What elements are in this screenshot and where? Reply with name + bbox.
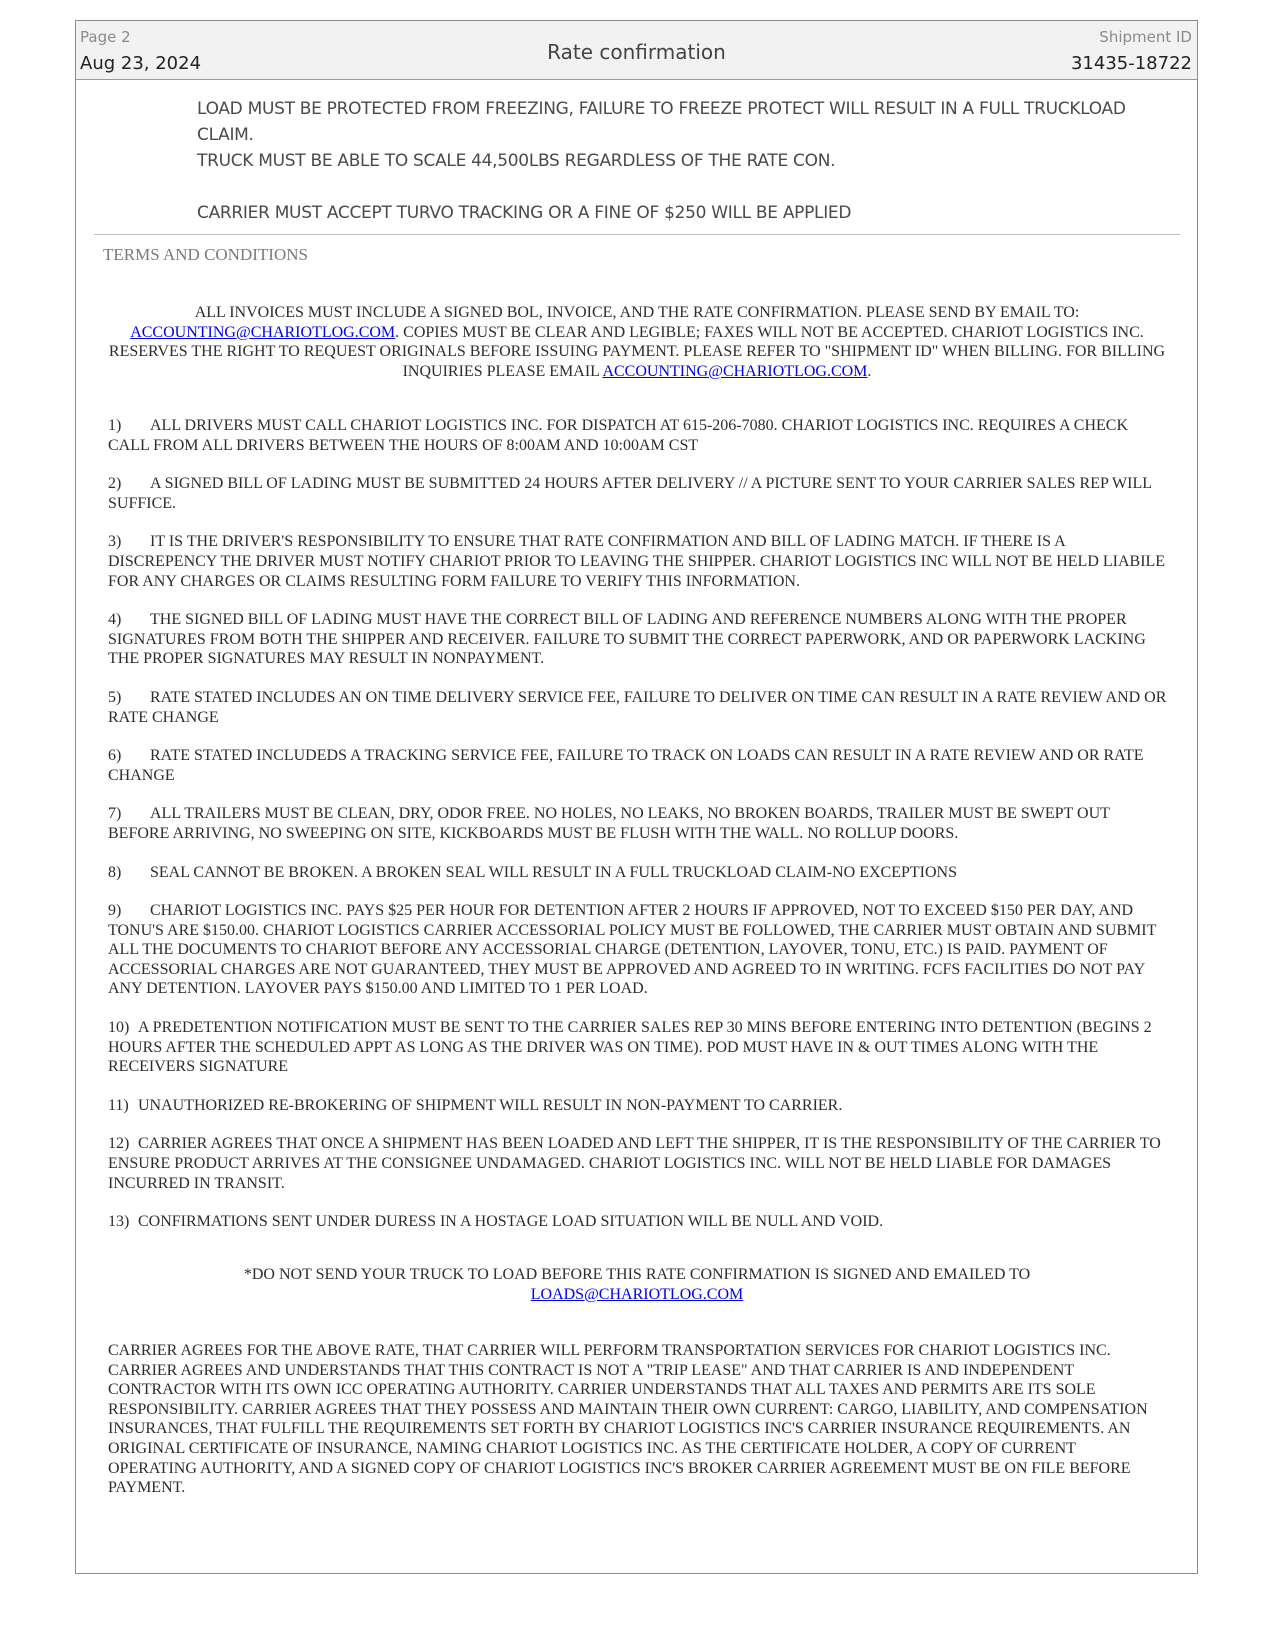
term-item — [108, 1018, 1168, 1077]
loads-notice-text: *DO NOT SEND YOUR TRUCK TO LOAD BEFORE THIS RATE CONFIRMATION IS SIGNED AND EMAILED TO — [243, 1266, 1031, 1283]
term-text: SEAL CANNOT BE BROKEN. A BROKEN SEAL WILL RESULT IN A FULL TRUCKLOAD CLAIM-NO EXCEPTIONS — [150, 863, 957, 881]
term-item — [108, 1134, 1168, 1193]
term-item — [108, 532, 1168, 591]
term-item — [108, 416, 1168, 455]
term-number: 8) — [108, 863, 122, 881]
term-text: RATE STATED INCLUDES AN ON TIME DELIVERY SERVICE FEE, FAILURE TO DELIVER ON TIME CAN RESULT IN A RATE REVIEW AND OR RATE CHANGE — [108, 688, 1167, 726]
term-number: 11) — [108, 1096, 129, 1114]
term-number: 1) — [108, 417, 122, 434]
term-text: A PREDETENTION NOTIFICATION MUST BE SENT TO THE CARRIER SALES REP 30 MINS BEFORE ENTERING INTO DETENTION (BEGINS 2 HOURS AFTER THE SCHEDULED APPT AS LONG AS THE DRIVER WAS ON TIME). POD MUST HAVE IN & OUT TIMES ALONG WITH THE RECEIVERS SIGNATURE — [108, 1019, 1152, 1076]
shipment-id-label: Shipment ID — [1099, 28, 1192, 46]
term-number: 7) — [108, 805, 122, 823]
carrier-agreement: CARRIER AGREES FOR THE ABOVE RATE, THAT CARRIER WILL PERFORM TRANSPORTATION SERVICES FOR CHARIOT LOGISTICS INC. CARRIER AGREES AND UNDERSTANDS THAT THIS CONTRACT IS NOT A "TRIP LEASE" AND THAT CARRIER IS AND INDEPENDENT CONTRACTOR WITH ITS OWN ICC OPERATING AUTHORITY. CARRIER UNDERSTANDS THAT ALL TAXES AND PERMITS ARE ITS SOLE RESPONSIBILITY. CARRIER AGREES THAT THEY POSSESS AND MAINTAIN THEIR OWN CURRENT: CARGO, LIABILITY, AND COMPENSATION INSURANCES, THAT FULFILL THE REQUIREMENTS SET FORTH BY CHARIOT LOGISTICS INC'S CARRIER INSURANCE REQUIREMENTS. AN ORIGINAL CERTIFICATE OF INSURANCE, NAMING CHARIOT LOGISTICS INC. AS THE CERTIFICATE HOLDER, A COPY OF CURRENT OPERATING AUTHORITY, AND A SIGNED COPY OF CHARIOT LOGISTICS INC'S BROKER CARRIER AGREEMENT MUST BE ON FILE BEFORE PAYMENT. — [108, 1342, 1148, 1497]
freeze-protection-note: LOAD MUST BE PROTECTED FROM FREEZING, FAILURE TO FREEZE PROTECT WILL RESULT IN A FULL TRUCKLOAD CLAIM. — [197, 99, 1126, 145]
term-item — [108, 610, 1168, 669]
term-text: CARRIER AGREES THAT ONCE A SHIPMENT HAS BEEN LOADED AND LEFT THE SHIPPER, IT IS THE RESPONSIBILITY OF THE CARRIER TO ENSURE PRODUCT ARRIVES AT THE CONSIGNEE UNDAMAGED. CHARIOT LOGISTICS INC. WILL NOT BE HELD LIABLE FOR DAMAGES INCURRED IN TRANSIT. — [108, 1135, 1161, 1192]
term-number: 13) — [108, 1213, 130, 1231]
scale-weight-note: TRUCK MUST BE ABLE TO SCALE 44,500LBS REGARDLESS OF THE RATE CON. — [197, 151, 836, 171]
term-item — [108, 746, 1168, 785]
term-text: THE SIGNED BILL OF LADING MUST HAVE THE CORRECT BILL OF LADING AND REFERENCE NUMBERS ALONG WITH THE PROPER SIGNATURES FROM BOTH THE SHIPPER AND RECEIVER. FAILURE TO SUBMIT THE CORRECT PAPERWORK, AND OR PAPERWORK LACKING THE PROPER SIGNATURES MAY RESULT IN NONPAYMENT. — [108, 611, 1146, 668]
term-item — [108, 901, 1168, 999]
accounting-email-link[interactable]: ACCOUNTING@CHARIOTLOG.COM — [130, 323, 396, 341]
term-text: ALL DRIVERS MUST CALL CHARIOT LOGISTICS INC. FOR DISPATCH AT 615-206-7080. CHARIOT LOGISTICS INC. REQUIRES A CHECK CALL FROM ALL DRIVERS BETWEEN THE HOURS OF 8:00AM AND 10:00AM CST — [108, 417, 1129, 454]
loads-email-link[interactable]: LOADS@CHARIOTLOG.COM — [530, 1285, 744, 1303]
shipment-id-value: 31435-18722 — [1070, 53, 1192, 74]
page-number-label: Page 2 — [80, 28, 131, 46]
terms-heading: TERMS AND CONDITIONS — [103, 245, 308, 264]
term-number: 12) — [108, 1135, 130, 1153]
term-number: 2) — [108, 475, 122, 493]
term-item — [108, 1212, 1168, 1232]
tracking-note: CARRIER MUST ACCEPT TURVO TRACKING OR A FINE OF $250 WILL BE APPLIED — [197, 203, 852, 223]
term-text: RATE STATED INCLUDEDS A TRACKING SERVICE FEE, FAILURE TO TRACK ON LOADS CAN RESULT IN A RATE REVIEW AND OR RATE CHANGE — [108, 747, 1144, 784]
loads-notice — [106, 1265, 1168, 1304]
accounting-email-link-2[interactable]: ACCOUNTING@CHARIOTLOG.COM — [602, 362, 868, 380]
term-text: UNAUTHORIZED RE-BROKERING OF SHIPMENT WILL RESULT IN NON-PAYMENT TO CARRIER. — [138, 1096, 843, 1114]
invoice-text-2: . COPIES MUST BE CLEAR AND LEGIBLE; FAXES WILL NOT BE ACCEPTED. CHARIOT LOGISTICS INC. RESERVES THE RIGHT TO REQUEST ORIGINALS BEFORE ISSUING PAYMENT. PLEASE REFER TO "SHIPMENT ID" WHEN BILLING. FOR BILLING INQUIRIES PLEASE EMAIL — [108, 323, 1166, 380]
term-number: 5) — [108, 688, 122, 706]
term-number: 4) — [108, 611, 122, 629]
term-number: 6) — [108, 747, 122, 765]
invoice-text-3: . — [867, 362, 872, 380]
document-frame — [75, 20, 1198, 1574]
invoice-text-1: ALL INVOICES MUST INCLUDE A SIGNED BOL, INVOICE, AND THE RATE CONFIRMATION. PLEASE SEND BY EMAIL TO: — [194, 304, 1080, 321]
term-number: 3) — [108, 533, 122, 551]
term-item — [108, 688, 1168, 727]
term-text: CHARIOT LOGISTICS INC. PAYS $25 PER HOUR FOR DETENTION AFTER 2 HOURS IF APPROVED, NOT TO EXCEED $150 PER DAY, AND TONU'S ARE $150.00. CHARIOT LOGISTICS CARRIER ACCESSORIAL POLICY MUST BE FOLLOWED, THE CARRIER MUST OBTAIN AND SUBMIT ALL THE DOCUMENTS TO CHARIOT BEFORE ANY ACCESSORIAL CHARGE (DETENTION, LAYOVER, TONU, ETC.) IS PAID. PAYMENT OF ACCESSORIAL CHARGES ARE NOT GUARANTEED, THEY MUST BE APPROVED AND AGREED TO IN WRITING. FCFS FACILITIES DO NOT PAY ANY DETENTION. LAYOVER PAYS $150.00 AND LIMITED TO 1 PER LOAD. — [108, 902, 1157, 998]
page-header — [76, 21, 1197, 80]
term-text: CONFIRMATIONS SENT UNDER DURESS IN A HOSTAGE LOAD SITUATION WILL BE NULL AND VOID. — [138, 1213, 884, 1231]
term-number: 9) — [108, 902, 122, 920]
term-number: 10) — [108, 1019, 130, 1037]
term-text: A SIGNED BILL OF LADING MUST BE SUBMITTED 24 HOURS AFTER DELIVERY // A PICTURE SENT TO YOUR CARRIER SALES REP WILL SUFFICE. — [108, 475, 1152, 512]
term-item — [108, 1096, 1168, 1116]
term-item — [108, 474, 1168, 513]
term-item — [108, 863, 1168, 883]
special-instructions — [197, 96, 1137, 226]
terms-list — [108, 416, 1168, 1251]
document-title: Rate confirmation — [547, 40, 726, 64]
document-date: Aug 23, 2024 — [80, 53, 202, 74]
term-text: IT IS THE DRIVER'S RESPONSIBILITY TO ENSURE THAT RATE CONFIRMATION AND BILL OF LADING MATCH. IF THERE IS A DISCREPENCY THE DRIVER MUST NOTIFY CHARIOT PRIOR TO LEAVING THE SHIPPER. CHARIOT LOGISTICS INC WILL NOT BE HELD LIABILE FOR ANY CHARGES OR CLAIMS RESULTING FORM FAILURE TO VERIFY THIS INFORMATION. — [108, 533, 1166, 590]
section-divider — [94, 234, 1180, 235]
term-item — [108, 804, 1168, 843]
invoice-instructions — [106, 303, 1168, 381]
term-text: ALL TRAILERS MUST BE CLEAN, DRY, ODOR FREE. NO HOLES, NO LEAKS, NO BROKEN BOARDS, TRAILER MUST BE SWEPT OUT BEFORE ARRIVING, NO SWEEPING ON SITE, KICKBOARDS MUST BE FLUSH WITH THE WALL. NO ROLLUP DOORS. — [108, 805, 1110, 842]
